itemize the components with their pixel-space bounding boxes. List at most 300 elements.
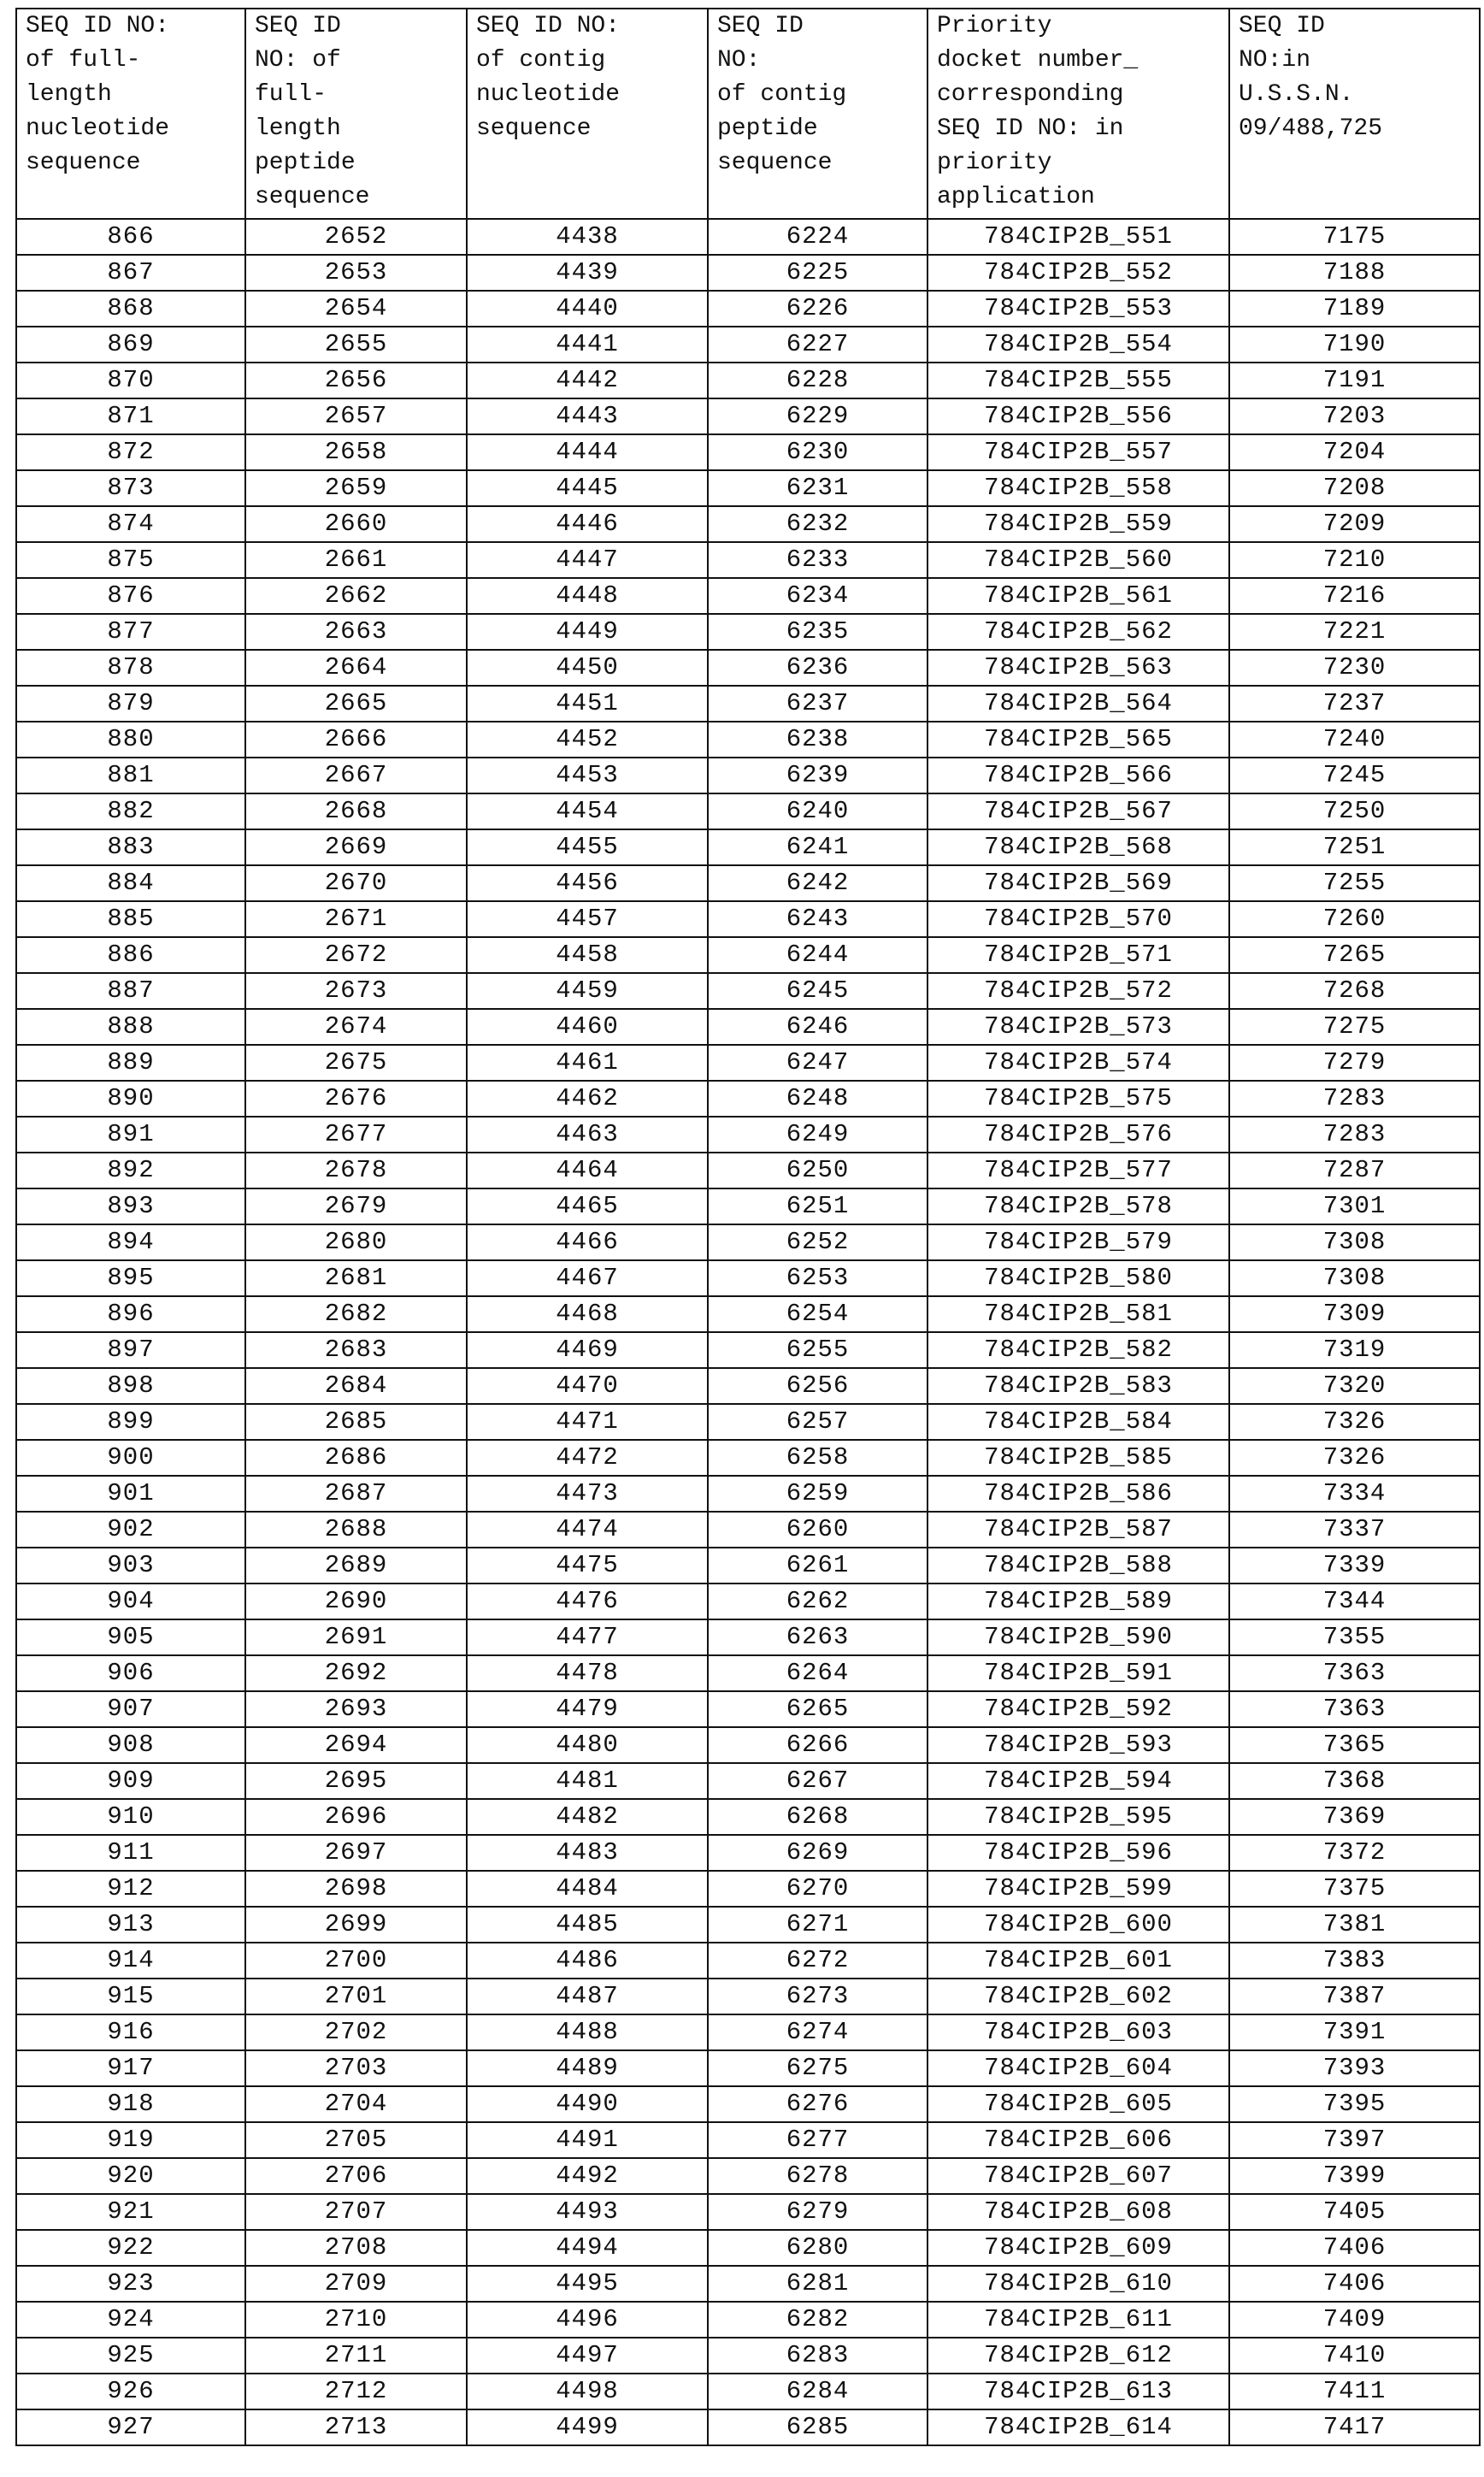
cell-full-length-nucleotide: 915 — [16, 1979, 245, 2014]
cell-contig-nucleotide: 4457 — [467, 901, 708, 937]
cell-priority-docket: 784CIP2B_580 — [928, 1260, 1229, 1296]
table-row — [16, 1691, 1480, 1727]
cell-contig-nucleotide: 4499 — [467, 2409, 708, 2445]
cell-contig-peptide: 6233 — [708, 542, 928, 578]
cell-full-length-peptide: 2712 — [245, 2374, 467, 2409]
table-row — [16, 1440, 1480, 1476]
header-contig-nucleotide: SEQ ID NO: of contig nucleotide sequence — [467, 9, 708, 219]
cell-full-length-nucleotide: 905 — [16, 1619, 245, 1655]
cell-priority-docket: 784CIP2B_561 — [928, 578, 1229, 614]
cell-ussn-seq-id: 7383 — [1229, 1943, 1480, 1979]
cell-contig-peptide: 6234 — [708, 578, 928, 614]
cell-full-length-peptide: 2661 — [245, 542, 467, 578]
cell-full-length-nucleotide: 907 — [16, 1691, 245, 1727]
cell-ussn-seq-id: 7260 — [1229, 901, 1480, 937]
cell-contig-peptide: 6240 — [708, 793, 928, 829]
table-row — [16, 973, 1480, 1009]
cell-full-length-peptide: 2694 — [245, 1727, 467, 1763]
cell-full-length-peptide: 2665 — [245, 686, 467, 722]
cell-full-length-nucleotide: 926 — [16, 2374, 245, 2409]
cell-full-length-peptide: 2707 — [245, 2194, 467, 2230]
cell-ussn-seq-id: 7245 — [1229, 758, 1480, 793]
cell-ussn-seq-id: 7381 — [1229, 1907, 1480, 1943]
cell-priority-docket: 784CIP2B_614 — [928, 2409, 1229, 2445]
cell-contig-nucleotide: 4478 — [467, 1655, 708, 1691]
cell-priority-docket: 784CIP2B_555 — [928, 363, 1229, 398]
cell-full-length-peptide: 2683 — [245, 1332, 467, 1368]
cell-contig-nucleotide: 4458 — [467, 937, 708, 973]
cell-full-length-nucleotide: 886 — [16, 937, 245, 973]
cell-contig-peptide: 6262 — [708, 1584, 928, 1619]
cell-contig-nucleotide: 4463 — [467, 1117, 708, 1153]
cell-contig-peptide: 6258 — [708, 1440, 928, 1476]
cell-full-length-peptide: 2711 — [245, 2338, 467, 2374]
cell-contig-peptide: 6275 — [708, 2050, 928, 2086]
cell-priority-docket: 784CIP2B_595 — [928, 1799, 1229, 1835]
cell-full-length-peptide: 2713 — [245, 2409, 467, 2445]
cell-priority-docket: 784CIP2B_557 — [928, 434, 1229, 470]
cell-ussn-seq-id: 7208 — [1229, 470, 1480, 506]
cell-ussn-seq-id: 7375 — [1229, 1871, 1480, 1907]
cell-full-length-nucleotide: 871 — [16, 398, 245, 434]
cell-full-length-peptide: 2681 — [245, 1260, 467, 1296]
cell-contig-peptide: 6237 — [708, 686, 928, 722]
cell-contig-peptide: 6273 — [708, 1979, 928, 2014]
cell-ussn-seq-id: 7344 — [1229, 1584, 1480, 1619]
cell-ussn-seq-id: 7399 — [1229, 2158, 1480, 2194]
cell-ussn-seq-id: 7237 — [1229, 686, 1480, 722]
cell-ussn-seq-id: 7250 — [1229, 793, 1480, 829]
cell-contig-peptide: 6268 — [708, 1799, 928, 1835]
cell-full-length-nucleotide: 877 — [16, 614, 245, 650]
header-row — [16, 9, 1480, 219]
cell-contig-nucleotide: 4475 — [467, 1548, 708, 1584]
cell-full-length-peptide: 2696 — [245, 1799, 467, 1835]
cell-ussn-seq-id: 7320 — [1229, 1368, 1480, 1404]
cell-contig-peptide: 6245 — [708, 973, 928, 1009]
cell-full-length-nucleotide: 919 — [16, 2122, 245, 2158]
cell-ussn-seq-id: 7230 — [1229, 650, 1480, 686]
cell-full-length-peptide: 2671 — [245, 901, 467, 937]
cell-full-length-nucleotide: 868 — [16, 291, 245, 327]
table-row — [16, 2122, 1480, 2158]
table-row — [16, 578, 1480, 614]
table-row — [16, 363, 1480, 398]
cell-full-length-peptide: 2652 — [245, 219, 467, 255]
cell-contig-nucleotide: 4481 — [467, 1763, 708, 1799]
cell-priority-docket: 784CIP2B_587 — [928, 1512, 1229, 1548]
cell-contig-peptide: 6230 — [708, 434, 928, 470]
cell-contig-peptide: 6253 — [708, 1260, 928, 1296]
cell-contig-nucleotide: 4444 — [467, 434, 708, 470]
table-row — [16, 2194, 1480, 2230]
cell-priority-docket: 784CIP2B_560 — [928, 542, 1229, 578]
cell-contig-peptide: 6269 — [708, 1835, 928, 1871]
cell-contig-peptide: 6265 — [708, 1691, 928, 1727]
cell-contig-nucleotide: 4470 — [467, 1368, 708, 1404]
cell-full-length-nucleotide: 880 — [16, 722, 245, 758]
cell-full-length-nucleotide: 879 — [16, 686, 245, 722]
cell-full-length-peptide: 2682 — [245, 1296, 467, 1332]
cell-contig-nucleotide: 4479 — [467, 1691, 708, 1727]
cell-full-length-nucleotide: 884 — [16, 865, 245, 901]
cell-full-length-nucleotide: 921 — [16, 2194, 245, 2230]
cell-contig-peptide: 6264 — [708, 1655, 928, 1691]
cell-full-length-peptide: 2704 — [245, 2086, 467, 2122]
cell-contig-peptide: 6256 — [708, 1368, 928, 1404]
cell-full-length-nucleotide: 889 — [16, 1045, 245, 1081]
cell-contig-nucleotide: 4480 — [467, 1727, 708, 1763]
table-row — [16, 1655, 1480, 1691]
cell-full-length-nucleotide: 870 — [16, 363, 245, 398]
cell-ussn-seq-id: 7410 — [1229, 2338, 1480, 2374]
table-row — [16, 937, 1480, 973]
cell-ussn-seq-id: 7188 — [1229, 255, 1480, 291]
header-full-length-peptide: SEQ ID NO: of full- length peptide sequence — [245, 9, 467, 219]
cell-ussn-seq-id: 7409 — [1229, 2302, 1480, 2338]
table-row — [16, 1188, 1480, 1224]
cell-contig-nucleotide: 4474 — [467, 1512, 708, 1548]
cell-ussn-seq-id: 7337 — [1229, 1512, 1480, 1548]
table-row — [16, 1871, 1480, 1907]
cell-ussn-seq-id: 7301 — [1229, 1188, 1480, 1224]
cell-priority-docket: 784CIP2B_601 — [928, 1943, 1229, 1979]
table-row — [16, 2302, 1480, 2338]
header-ussn-seq-id: SEQ ID NO:in U.S.S.N. 09/488,725 — [1229, 9, 1480, 219]
cell-full-length-nucleotide: 898 — [16, 1368, 245, 1404]
table-row — [16, 1979, 1480, 2014]
cell-contig-nucleotide: 4477 — [467, 1619, 708, 1655]
cell-full-length-peptide: 2676 — [245, 1081, 467, 1117]
cell-full-length-peptide: 2690 — [245, 1584, 467, 1619]
cell-ussn-seq-id: 7240 — [1229, 722, 1480, 758]
cell-contig-peptide: 6260 — [708, 1512, 928, 1548]
cell-ussn-seq-id: 7308 — [1229, 1260, 1480, 1296]
cell-contig-peptide: 6285 — [708, 2409, 928, 2445]
cell-full-length-nucleotide: 917 — [16, 2050, 245, 2086]
cell-contig-nucleotide: 4452 — [467, 722, 708, 758]
cell-contig-nucleotide: 4471 — [467, 1404, 708, 1440]
cell-full-length-peptide: 2686 — [245, 1440, 467, 1476]
cell-ussn-seq-id: 7326 — [1229, 1440, 1480, 1476]
cell-full-length-peptide: 2706 — [245, 2158, 467, 2194]
cell-priority-docket: 784CIP2B_606 — [928, 2122, 1229, 2158]
cell-full-length-peptide: 2703 — [245, 2050, 467, 2086]
table-row — [16, 291, 1480, 327]
cell-priority-docket: 784CIP2B_559 — [928, 506, 1229, 542]
cell-contig-nucleotide: 4466 — [467, 1224, 708, 1260]
cell-contig-nucleotide: 4491 — [467, 2122, 708, 2158]
cell-full-length-peptide: 2680 — [245, 1224, 467, 1260]
cell-contig-nucleotide: 4460 — [467, 1009, 708, 1045]
cell-ussn-seq-id: 7279 — [1229, 1045, 1480, 1081]
cell-full-length-nucleotide: 900 — [16, 1440, 245, 1476]
cell-priority-docket: 784CIP2B_582 — [928, 1332, 1229, 1368]
cell-contig-peptide: 6276 — [708, 2086, 928, 2122]
cell-full-length-nucleotide: 875 — [16, 542, 245, 578]
cell-ussn-seq-id: 7190 — [1229, 327, 1480, 363]
cell-full-length-peptide: 2656 — [245, 363, 467, 398]
table-row — [16, 434, 1480, 470]
cell-full-length-peptide: 2677 — [245, 1117, 467, 1153]
cell-priority-docket: 784CIP2B_583 — [928, 1368, 1229, 1404]
cell-full-length-nucleotide: 891 — [16, 1117, 245, 1153]
cell-contig-peptide: 6243 — [708, 901, 928, 937]
cell-priority-docket: 784CIP2B_571 — [928, 937, 1229, 973]
cell-priority-docket: 784CIP2B_603 — [928, 2014, 1229, 2050]
cell-priority-docket: 784CIP2B_589 — [928, 1584, 1229, 1619]
cell-ussn-seq-id: 7191 — [1229, 363, 1480, 398]
cell-full-length-peptide: 2705 — [245, 2122, 467, 2158]
cell-contig-peptide: 6229 — [708, 398, 928, 434]
cell-contig-nucleotide: 4443 — [467, 398, 708, 434]
cell-contig-nucleotide: 4462 — [467, 1081, 708, 1117]
table-row — [16, 219, 1480, 255]
cell-contig-peptide: 6228 — [708, 363, 928, 398]
cell-full-length-peptide: 2691 — [245, 1619, 467, 1655]
table-row — [16, 1368, 1480, 1404]
cell-ussn-seq-id: 7275 — [1229, 1009, 1480, 1045]
table-row — [16, 1332, 1480, 1368]
cell-contig-nucleotide: 4465 — [467, 1188, 708, 1224]
cell-contig-nucleotide: 4483 — [467, 1835, 708, 1871]
table-row — [16, 1512, 1480, 1548]
table-row — [16, 2374, 1480, 2409]
cell-priority-docket: 784CIP2B_604 — [928, 2050, 1229, 2086]
cell-priority-docket: 784CIP2B_588 — [928, 1548, 1229, 1584]
cell-full-length-peptide: 2708 — [245, 2230, 467, 2266]
cell-contig-peptide: 6272 — [708, 1943, 928, 1979]
cell-ussn-seq-id: 7204 — [1229, 434, 1480, 470]
cell-full-length-nucleotide: 918 — [16, 2086, 245, 2122]
cell-priority-docket: 784CIP2B_552 — [928, 255, 1229, 291]
cell-full-length-peptide: 2675 — [245, 1045, 467, 1081]
cell-ussn-seq-id: 7287 — [1229, 1153, 1480, 1188]
cell-full-length-nucleotide: 914 — [16, 1943, 245, 1979]
cell-contig-peptide: 6284 — [708, 2374, 928, 2409]
cell-contig-peptide: 6259 — [708, 1476, 928, 1512]
cell-full-length-peptide: 2668 — [245, 793, 467, 829]
cell-priority-docket: 784CIP2B_611 — [928, 2302, 1229, 2338]
cell-full-length-peptide: 2666 — [245, 722, 467, 758]
cell-full-length-nucleotide: 878 — [16, 650, 245, 686]
cell-contig-nucleotide: 4467 — [467, 1260, 708, 1296]
cell-priority-docket: 784CIP2B_569 — [928, 865, 1229, 901]
cell-contig-peptide: 6277 — [708, 2122, 928, 2158]
cell-contig-peptide: 6231 — [708, 470, 928, 506]
cell-full-length-nucleotide: 893 — [16, 1188, 245, 1224]
cell-priority-docket: 784CIP2B_586 — [928, 1476, 1229, 1512]
cell-full-length-nucleotide: 901 — [16, 1476, 245, 1512]
cell-priority-docket: 784CIP2B_572 — [928, 973, 1229, 1009]
cell-full-length-peptide: 2655 — [245, 327, 467, 363]
cell-full-length-nucleotide: 876 — [16, 578, 245, 614]
table-row — [16, 1404, 1480, 1440]
cell-contig-peptide: 6226 — [708, 291, 928, 327]
cell-full-length-peptide: 2684 — [245, 1368, 467, 1404]
cell-contig-nucleotide: 4472 — [467, 1440, 708, 1476]
cell-contig-peptide: 6236 — [708, 650, 928, 686]
cell-full-length-peptide: 2688 — [245, 1512, 467, 1548]
cell-full-length-peptide: 2709 — [245, 2266, 467, 2302]
cell-contig-peptide: 6254 — [708, 1296, 928, 1332]
cell-priority-docket: 784CIP2B_565 — [928, 722, 1229, 758]
cell-contig-peptide: 6242 — [708, 865, 928, 901]
cell-full-length-peptide: 2702 — [245, 2014, 467, 2050]
cell-full-length-nucleotide: 883 — [16, 829, 245, 865]
cell-contig-peptide: 6249 — [708, 1117, 928, 1153]
cell-contig-nucleotide: 4453 — [467, 758, 708, 793]
cell-full-length-nucleotide: 890 — [16, 1081, 245, 1117]
cell-full-length-peptide: 2663 — [245, 614, 467, 650]
cell-full-length-nucleotide: 869 — [16, 327, 245, 363]
cell-priority-docket: 784CIP2B_570 — [928, 901, 1229, 937]
cell-contig-nucleotide: 4485 — [467, 1907, 708, 1943]
cell-contig-nucleotide: 4451 — [467, 686, 708, 722]
cell-ussn-seq-id: 7203 — [1229, 398, 1480, 434]
table-row — [16, 1296, 1480, 1332]
table-row — [16, 470, 1480, 506]
cell-full-length-nucleotide: 874 — [16, 506, 245, 542]
table-row — [16, 2050, 1480, 2086]
cell-contig-nucleotide: 4441 — [467, 327, 708, 363]
table-row — [16, 1799, 1480, 1835]
cell-full-length-nucleotide: 910 — [16, 1799, 245, 1835]
cell-contig-peptide: 6250 — [708, 1153, 928, 1188]
cell-full-length-nucleotide: 906 — [16, 1655, 245, 1691]
cell-full-length-nucleotide: 867 — [16, 255, 245, 291]
cell-contig-nucleotide: 4459 — [467, 973, 708, 1009]
cell-contig-nucleotide: 4450 — [467, 650, 708, 686]
cell-contig-peptide: 6267 — [708, 1763, 928, 1799]
cell-ussn-seq-id: 7417 — [1229, 2409, 1480, 2445]
cell-ussn-seq-id: 7372 — [1229, 1835, 1480, 1871]
cell-priority-docket: 784CIP2B_600 — [928, 1907, 1229, 1943]
table-row — [16, 829, 1480, 865]
cell-full-length-nucleotide: 899 — [16, 1404, 245, 1440]
cell-ussn-seq-id: 7283 — [1229, 1081, 1480, 1117]
cell-ussn-seq-id: 7268 — [1229, 973, 1480, 1009]
table-row — [16, 650, 1480, 686]
table-row — [16, 793, 1480, 829]
table-row — [16, 1224, 1480, 1260]
cell-ussn-seq-id: 7387 — [1229, 1979, 1480, 2014]
table-row — [16, 865, 1480, 901]
cell-full-length-nucleotide: 894 — [16, 1224, 245, 1260]
cell-contig-nucleotide: 4490 — [467, 2086, 708, 2122]
cell-contig-nucleotide: 4454 — [467, 793, 708, 829]
cell-priority-docket: 784CIP2B_554 — [928, 327, 1229, 363]
cell-contig-nucleotide: 4476 — [467, 1584, 708, 1619]
cell-full-length-peptide: 2674 — [245, 1009, 467, 1045]
cell-ussn-seq-id: 7365 — [1229, 1727, 1480, 1763]
table-row — [16, 1907, 1480, 1943]
cell-contig-nucleotide: 4493 — [467, 2194, 708, 2230]
cell-priority-docket: 784CIP2B_581 — [928, 1296, 1229, 1332]
cell-contig-nucleotide: 4487 — [467, 1979, 708, 2014]
table-row — [16, 2338, 1480, 2374]
header-priority-docket: Priority docket number_ corresponding SEQ ID NO: in priority application — [928, 9, 1229, 219]
cell-contig-nucleotide: 4438 — [467, 219, 708, 255]
table-row — [16, 2158, 1480, 2194]
cell-contig-nucleotide: 4468 — [467, 1296, 708, 1332]
cell-full-length-nucleotide: 887 — [16, 973, 245, 1009]
cell-full-length-nucleotide: 909 — [16, 1763, 245, 1799]
table-row — [16, 1835, 1480, 1871]
cell-full-length-peptide: 2699 — [245, 1907, 467, 1943]
cell-full-length-nucleotide: 873 — [16, 470, 245, 506]
table-row — [16, 722, 1480, 758]
cell-priority-docket: 784CIP2B_590 — [928, 1619, 1229, 1655]
table-row — [16, 1009, 1480, 1045]
cell-priority-docket: 784CIP2B_602 — [928, 1979, 1229, 2014]
cell-contig-peptide: 6248 — [708, 1081, 928, 1117]
table-row — [16, 2230, 1480, 2266]
cell-contig-nucleotide: 4461 — [467, 1045, 708, 1081]
cell-contig-peptide: 6255 — [708, 1332, 928, 1368]
cell-full-length-peptide: 2653 — [245, 255, 467, 291]
table-row — [16, 542, 1480, 578]
cell-full-length-nucleotide: 903 — [16, 1548, 245, 1584]
cell-ussn-seq-id: 7209 — [1229, 506, 1480, 542]
cell-priority-docket: 784CIP2B_579 — [928, 1224, 1229, 1260]
table-row — [16, 1727, 1480, 1763]
table-row — [16, 506, 1480, 542]
cell-priority-docket: 784CIP2B_553 — [928, 291, 1229, 327]
cell-full-length-nucleotide: 920 — [16, 2158, 245, 2194]
cell-ussn-seq-id: 7355 — [1229, 1619, 1480, 1655]
cell-ussn-seq-id: 7393 — [1229, 2050, 1480, 2086]
cell-full-length-nucleotide: 911 — [16, 1835, 245, 1871]
cell-contig-nucleotide: 4445 — [467, 470, 708, 506]
cell-priority-docket: 784CIP2B_551 — [928, 219, 1229, 255]
cell-full-length-nucleotide: 922 — [16, 2230, 245, 2266]
cell-priority-docket: 784CIP2B_566 — [928, 758, 1229, 793]
cell-contig-peptide: 6227 — [708, 327, 928, 363]
cell-contig-peptide: 6281 — [708, 2266, 928, 2302]
cell-contig-peptide: 6283 — [708, 2338, 928, 2374]
cell-full-length-nucleotide: 892 — [16, 1153, 245, 1188]
cell-ussn-seq-id: 7397 — [1229, 2122, 1480, 2158]
cell-full-length-peptide: 2667 — [245, 758, 467, 793]
cell-full-length-peptide: 2685 — [245, 1404, 467, 1440]
cell-full-length-nucleotide: 927 — [16, 2409, 245, 2445]
cell-ussn-seq-id: 7363 — [1229, 1655, 1480, 1691]
cell-full-length-peptide: 2689 — [245, 1548, 467, 1584]
cell-ussn-seq-id: 7395 — [1229, 2086, 1480, 2122]
cell-priority-docket: 784CIP2B_592 — [928, 1691, 1229, 1727]
cell-contig-nucleotide: 4486 — [467, 1943, 708, 1979]
cell-full-length-nucleotide: 896 — [16, 1296, 245, 1332]
cell-priority-docket: 784CIP2B_585 — [928, 1440, 1229, 1476]
cell-ussn-seq-id: 7265 — [1229, 937, 1480, 973]
cell-contig-nucleotide: 4496 — [467, 2302, 708, 2338]
cell-ussn-seq-id: 7406 — [1229, 2266, 1480, 2302]
cell-full-length-nucleotide: 872 — [16, 434, 245, 470]
cell-contig-peptide: 6270 — [708, 1871, 928, 1907]
cell-full-length-peptide: 2700 — [245, 1943, 467, 1979]
cell-ussn-seq-id: 7309 — [1229, 1296, 1480, 1332]
cell-full-length-nucleotide: 902 — [16, 1512, 245, 1548]
cell-contig-nucleotide: 4498 — [467, 2374, 708, 2409]
cell-ussn-seq-id: 7334 — [1229, 1476, 1480, 1512]
cell-priority-docket: 784CIP2B_596 — [928, 1835, 1229, 1871]
cell-priority-docket: 784CIP2B_568 — [928, 829, 1229, 865]
table-body — [16, 219, 1480, 2445]
cell-full-length-nucleotide: 923 — [16, 2266, 245, 2302]
cell-contig-nucleotide: 4489 — [467, 2050, 708, 2086]
cell-full-length-peptide: 2710 — [245, 2302, 467, 2338]
